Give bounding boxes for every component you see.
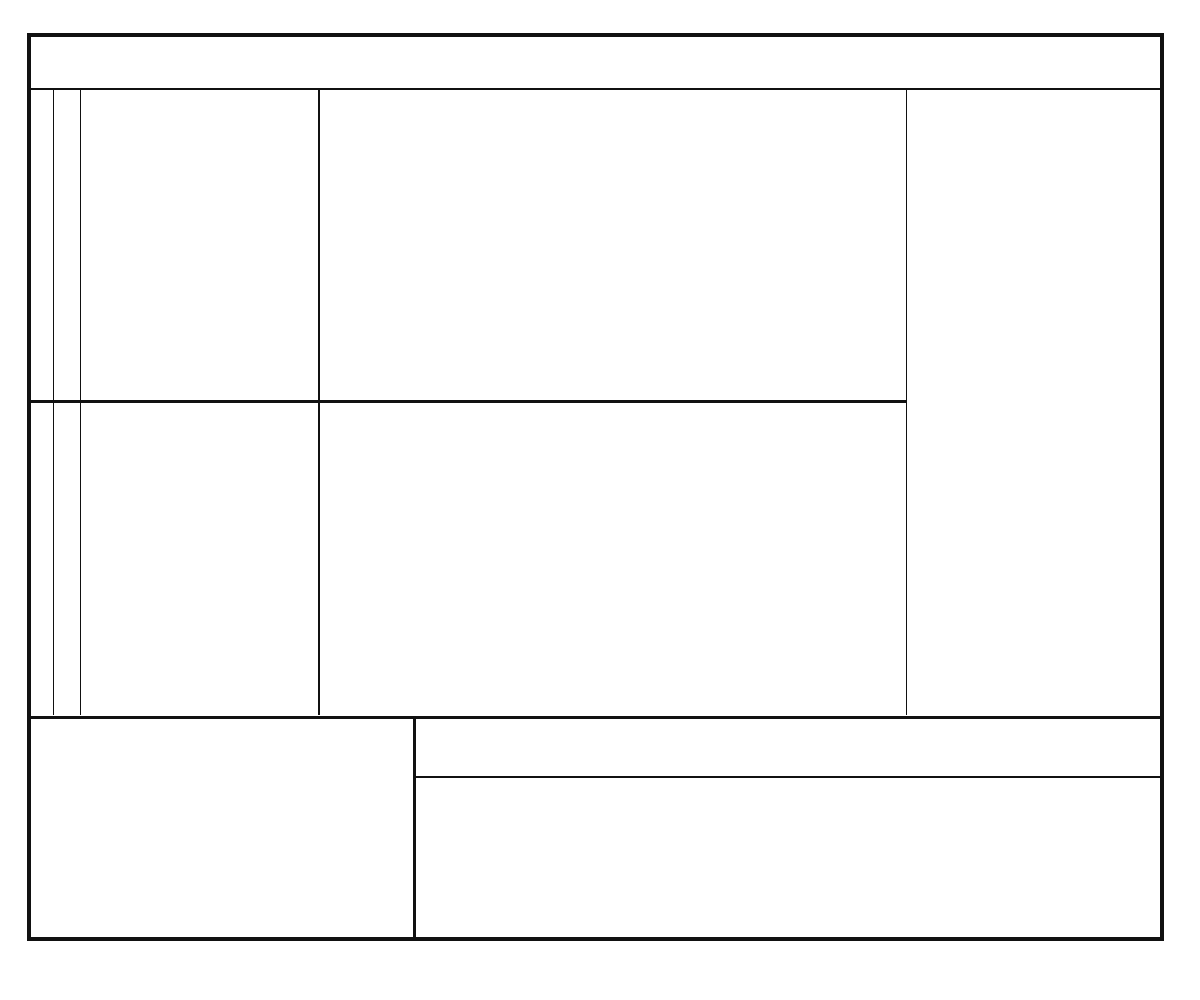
table-273-separator: [31, 716, 1161, 719]
direction-separator: [31, 400, 906, 403]
table-273-header-rule: [415, 776, 1161, 778]
header-rule: [31, 88, 1161, 90]
timetable-frame: [27, 33, 1164, 941]
table-273-left-rule: [413, 718, 416, 940]
notes-column-rule: [906, 90, 907, 715]
